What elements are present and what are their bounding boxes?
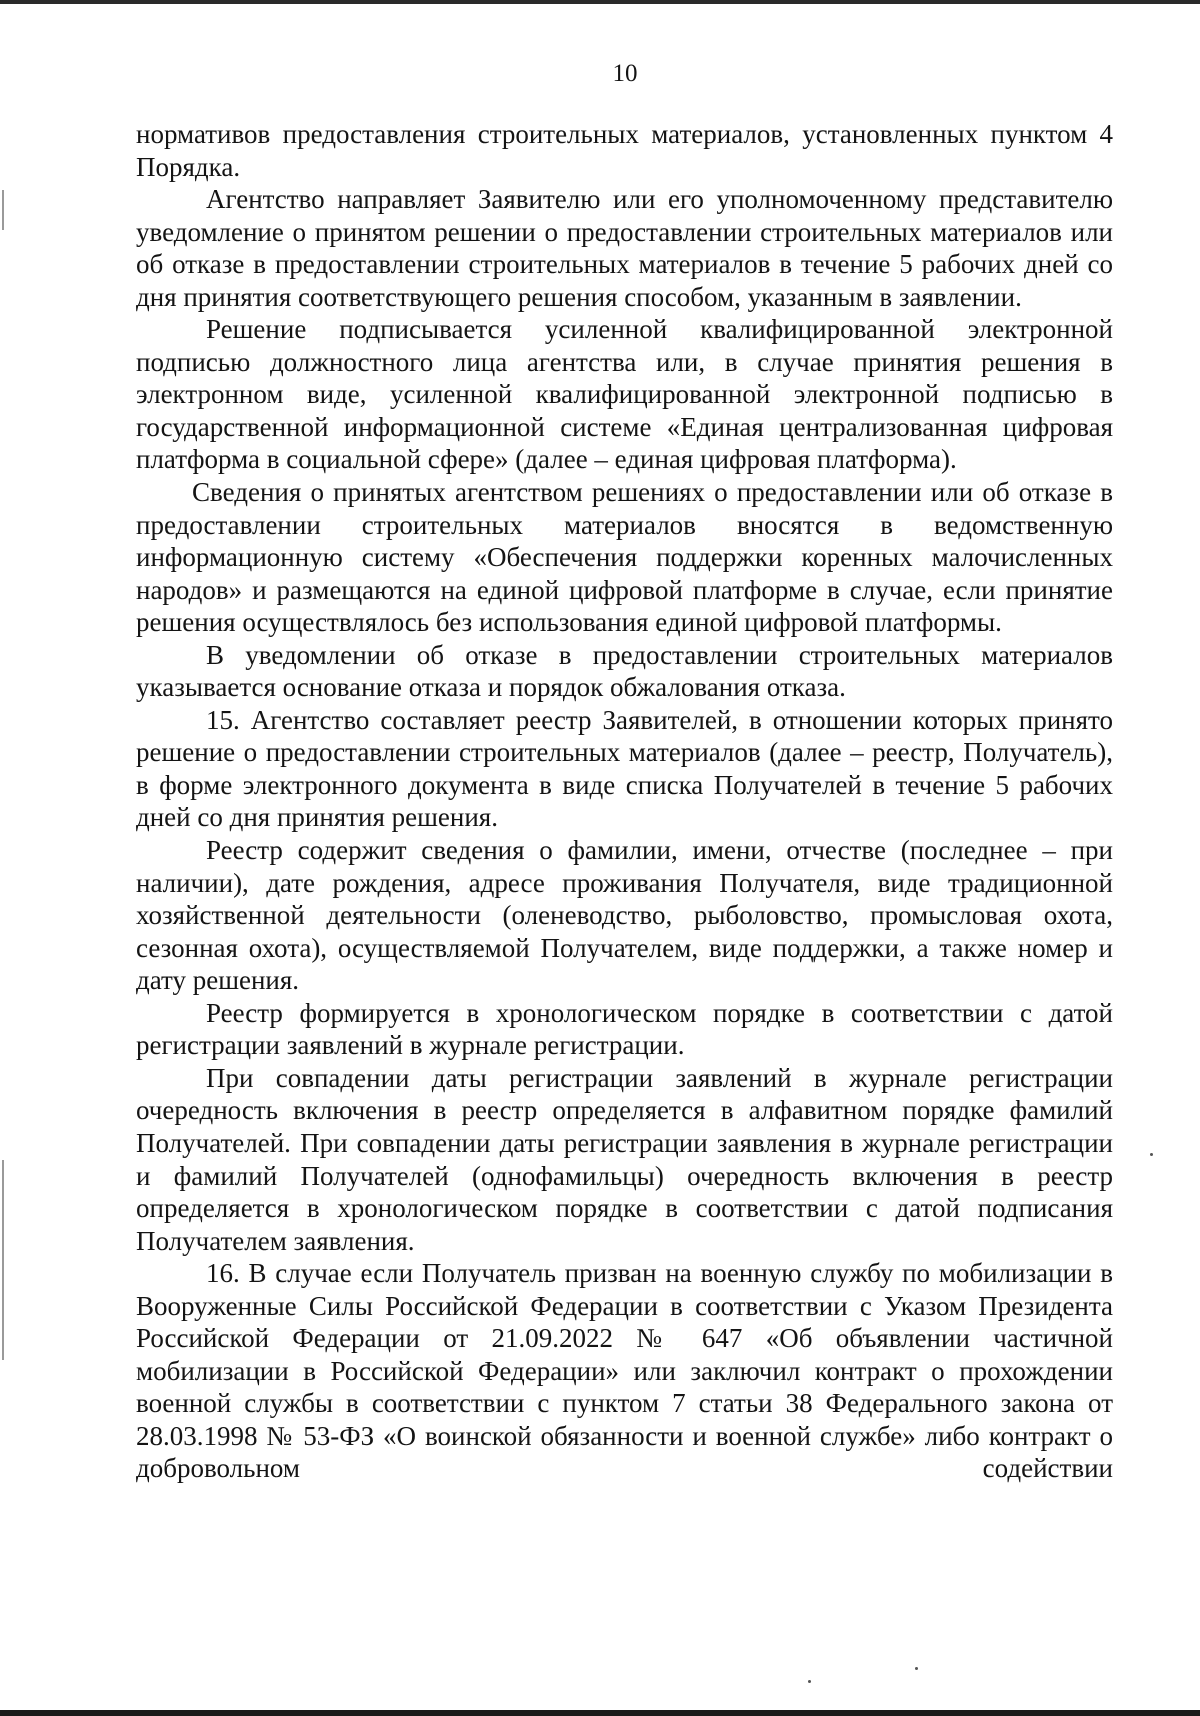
page-number: 10	[612, 60, 638, 87]
paragraph: Сведения о принятых агентством решениях о предоставлении или об отказе в предоставлении строительных материалов вносятся в ведомственную информационную систему «Обеспечения поддержки коренных малочисленных народов» и размещаются на единой цифровой платформе в случае, если принятие решения осуществлялось без использования единой цифровой платформы.	[136, 477, 1113, 638]
paragraph: Реестр формируется в хронологическом порядке в соответствии с датой регистрации заявлений в журнале регистрации.	[136, 997, 1113, 1061]
paragraph: В уведомлении об отказе в предоставлении строительных материалов указывается основание отказа и порядок обжалования отказа.	[136, 639, 1113, 703]
scan-speck	[915, 1667, 918, 1670]
paragraph-item-16: 16. В случае если Получатель призван на военную службу по мобилизации в Вооруженные Силы Российской Федерации в соответствии с Указом Президента Российской Федерации от 21.09.2022 № 647 «Об объявлении частичной мобилизации в Российской Федерации» или заключил контракт о прохождении военной службы в соответствии с пунктом 7 статьи 38 Федерального закона от 28.03.1998 № 53-ФЗ «О воинской обязанности и военной службе» либо контракт о добровольном содействии	[136, 1258, 1113, 1484]
paragraph: При совпадении даты регистрации заявлений в журнале регистрации очередность включения в реестр определяется в алфавитном порядке фамилий Получателей. При совпадении даты регистрации заявления в журнале регистрации и фамилий Получателей (однофамильцы) очередность включения в реестр определяется в хронологическом порядке в соответствии с датой подписания Получателем заявления.	[136, 1062, 1113, 1256]
scan-speck	[1150, 1153, 1153, 1156]
paragraph-continuation: нормативов предоставления строительных материалов, установленных пунктом 4 Порядка.	[136, 119, 1113, 182]
scan-bottom-border	[0, 1710, 1200, 1716]
scan-edge-mark	[2, 190, 4, 230]
document-body	[136, 118, 1113, 1485]
paragraph: Решение подписывается усиленной квалифицированной электронной подписью должностного лица агентства или, в случае принятия решения в электронном виде, усиленной квалифицированной электронной подписью в государственной информационной системе «Единая централизованная цифровая платформа в социальной сфере» (далее – единая цифровая платформа).	[136, 314, 1113, 475]
paragraph: Реестр содержит сведения о фамилии, имени, отчестве (последнее – при наличии), дате рождения, адресе проживания Получателя, виде традиционной хозяйственной деятельности (оленеводство, рыболовство, промысловая охота, сезонная охота), осуществляемой Получателем, виде поддержки, а также номер и дату решения.	[136, 835, 1113, 996]
scan-top-border	[0, 0, 1200, 4]
scan-speck	[808, 1680, 811, 1683]
scan-edge-mark	[2, 1160, 4, 1360]
paragraph-item-15: 15. Агентство составляет реестр Заявителей, в отношении которых принято решение о предоставлении строительных материалов (далее – реестр, Получатель), в форме электронного документа в виде списка Получателей в течение 5 рабочих дней со дня принятия решения.	[136, 704, 1113, 833]
paragraph: Агентство направляет Заявителю или его уполномоченному представителю уведомление о принятом решении о предоставлении строительных материалов или об отказе в предоставлении строительных материалов в течение 5 рабочих дней со дня принятия соответствующего решения способом, указанным в заявлении.	[136, 184, 1113, 312]
